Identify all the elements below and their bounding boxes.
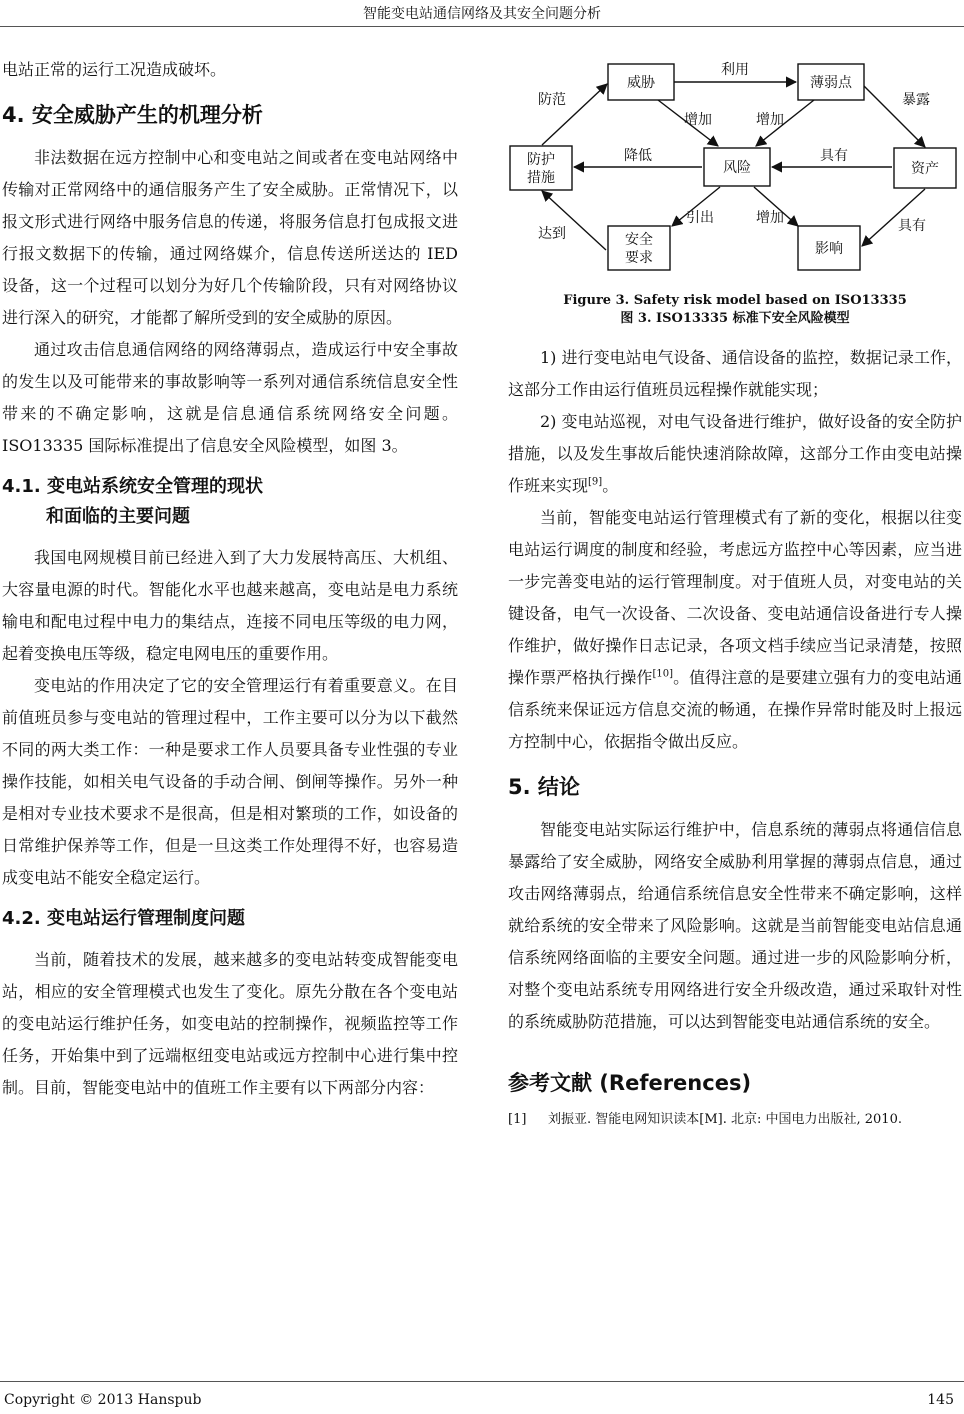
right-paragraph-3-text: 当前，智能变电站运行管理模式有了新的变化，根据以往变电站运行调度的制度和经验，考虑远方监控中心等因素，应当进一步完善变电站的运行管理制度。对于值班人员，对变电站的关键设备，电气一次设备、二次设备、变电站通信设备进行专人操作维护，做好操作日志记录，各项文档手续应当记录清楚，按照操作票严格执行操作 — [508, 508, 962, 687]
section-5-paragraph: 智能变电站实际运行维护中，信息系统的薄弱点将通信信息暴露给了安全威胁，网络安全威胁利用掌握的薄弱点信息，通过攻击网络薄弱点，给通信系统信息安全性带来不确定影响，这样就给系统的安全带来了风险影响。这就是当前智能变电站信息通信系统网络面临的主要安全问题。通过进一步的风险影响分析，对整个变电站系统专用网络进行安全升级改造，通过采取针对性的系统威胁防范措施，可以达到智能变电站通信系统的安全。 — [508, 820, 962, 1031]
header-rule — [0, 26, 964, 27]
node-vulnerability-label: 薄弱点 — [810, 75, 852, 91]
section-4-1-heading-line2: 和面临的主要问题 — [46, 506, 190, 527]
edge-label-has-1: 具有 — [820, 148, 848, 164]
edge-label-increase-3: 增加 — [756, 210, 784, 226]
section-4-2-paragraph-1: 当前，随着技术的发展，越来越多的变电站转变成智能变电站，相应的安全管理模式也发生了变化。原先分散在各个变电站的变电站运行维护任务，如变电站的控制操作，视频监控等工作任务，开始集中到了远端枢纽变电站或远方控制中心进行集中控制。目前，智能变电站中的值班工作主要有以下两部分内容： — [2, 950, 458, 1097]
right-paragraph-1: 1) 进行变电站电气设备、通信设备的监控，数据记录工作，这部分工作由运行值班员远程操作就能实现； — [508, 348, 962, 399]
figure-3-caption-cn: 图 3. ISO13335 标准下安全风险模型 — [620, 311, 850, 326]
figure-3-caption-en: Figure 3. Safety risk model based on ISO13335 — [563, 293, 907, 308]
right-paragraph-2 — [508, 406, 962, 502]
left-column — [2, 54, 458, 1104]
section-4-paragraph-1: 非法数据在远方控制中心和变电站之间或者在变电站网络中传输对正常网络中的通信服务产生了安全威胁。正常情况下，以报文形式进行网络中服务信息的传递，将服务信息打包成报文进行报文数据下的传输，通过网络媒介，信息传送所送达的 IED 设备，这一个过程可以划分为好几个传输阶段，只有对网络协议进行深入的研究，才能都了解所受到的安全威胁的原因。 — [2, 148, 458, 327]
right-paragraph-3-end: 。值得注意的是要建立强有力的变电站通信系统来保证远方信息交流的畅通，在操作异常时能及时上报远方控制中心，依据指令做出反应。 — [508, 668, 962, 751]
edge-label-increase-1: 增加 — [684, 112, 712, 128]
footer-rule — [0, 1381, 964, 1382]
reference-1-text: 刘振亚. 智能电网知识读本[M]. 北京: 中国电力出版社, 2010. — [548, 1112, 902, 1127]
node-security-requirement-label-2: 要求 — [625, 250, 653, 266]
node-protection-label-1: 防护 — [527, 152, 555, 168]
section-4-1-heading — [2, 472, 458, 532]
node-protection-label-2: 措施 — [527, 170, 555, 186]
node-risk-label: 风险 — [723, 160, 751, 176]
edge-label-prevent: 防范 — [538, 92, 566, 108]
node-impact-label: 影响 — [815, 241, 843, 257]
section-5-heading: 5. 结论 — [508, 775, 580, 799]
edge-label-achieve: 达到 — [538, 226, 566, 242]
section-4-1-paragraph-1: 我国电网规模目前已经进入到了大力发展特高压、大机组、大容量电源的时代。智能化水平也越来越高，变电站是电力系统输电和配电过程中电力的集结点，连接不同电压等级的电力网，起着变换电压等级，稳定电网电压的重要作用。 — [2, 548, 458, 663]
section-4-paragraph-2: 通过攻击信息通信网络的网络薄弱点，造成运行中安全事故的发生以及可能带来的事故影响等一系列对通信系统信息安全性带来的不确定影响，这就是信息通信系统网络安全问题。ISO13335 国际标准提出了信息安全风险模型，如图 3。 — [2, 340, 458, 455]
node-threat-label: 威胁 — [627, 75, 655, 91]
section-4-1-heading-line1: 4.1. 变电站系统安全管理的现状 — [2, 476, 263, 497]
footer-copyright: Copyright © 2013 Hanspub — [4, 1392, 202, 1408]
intro-paragraph: 电站正常的运行工况造成破坏。 — [2, 60, 227, 79]
node-security-requirement-label-1: 安全 — [625, 232, 653, 248]
reference-1 — [508, 1110, 962, 1130]
right-paragraph-3 — [508, 502, 962, 758]
running-header: 智能变电站通信网络及其安全问题分析 — [363, 6, 601, 22]
figure-3-diagram — [508, 54, 962, 284]
section-4-1-paragraph-2: 变电站的作用决定了它的安全管理运行有着重要意义。在目前值班员参与变电站的管理过程中，工作主要可以分为以下截然不同的两大类工作：一种是要求工作人员要具备专业性强的专业操作技能，如相关电气设备的手动合闸、倒闸等操作。另外一种是相对专业技术要求不是很高，但是相对繁琐的工作，如设备的日常维护保养等工作，但是一旦这类工作处理得不好，也容易造成变电站不能安全稳定运行。 — [2, 676, 458, 887]
right-paragraph-2-text: 2) 变电站巡视，对电气设备进行维护，做好设备的安全防护措施，以及发生事故后能快速消除故障，这部分工作由变电站操作班来实现 — [508, 412, 962, 495]
figure-3-caption — [508, 292, 962, 328]
citation-9: [9] — [588, 476, 603, 488]
reference-1-number: [1] — [508, 1112, 527, 1127]
edge-label-has-2: 具有 — [898, 218, 926, 234]
edge-label-exploit: 利用 — [721, 62, 749, 78]
citation-10: [10] — [652, 668, 674, 680]
section-4-heading: 4. 安全威胁产生的机理分析 — [2, 103, 263, 127]
references-heading: 参考文献 (References) — [508, 1071, 752, 1095]
section-4-2-heading: 4.2. 变电站运行管理制度问题 — [2, 908, 245, 929]
edge-label-expose: 暴露 — [902, 92, 930, 108]
right-column — [508, 54, 962, 1130]
edge-label-increase-2: 增加 — [756, 112, 784, 128]
footer-page-number: 145 — [927, 1392, 954, 1408]
node-asset-label: 资产 — [911, 161, 939, 177]
edge-label-reduce: 降低 — [624, 148, 652, 164]
edge-label-lead-to: 引出 — [686, 210, 714, 226]
right-paragraph-2-end: 。 — [602, 476, 619, 495]
